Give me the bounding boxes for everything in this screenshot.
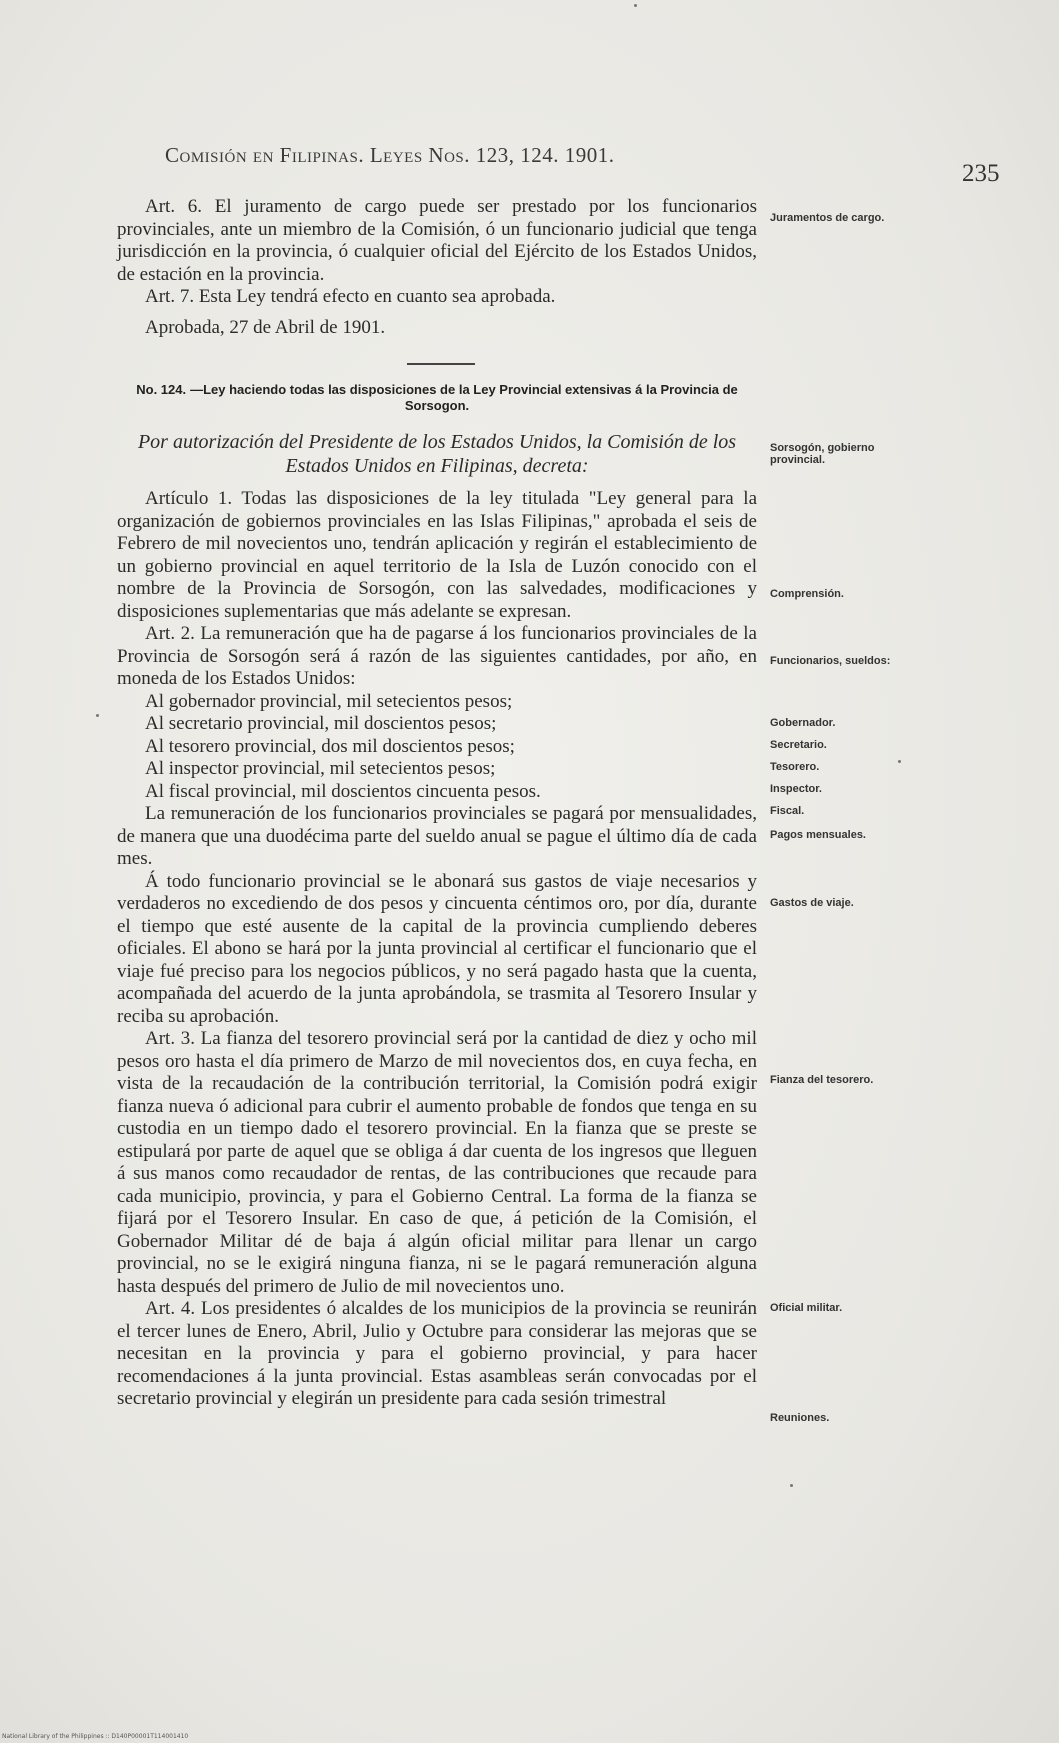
margin-note-military: Oficial militar. xyxy=(770,1302,843,1314)
article-2-travel: Á todo funcionario provincial se le abonará sus gastos de viaje necesarios y verdaderos no excediendo de dos pesos y cincuenta céntimos oro, por día, durante el tiempo que esté ausente de la capital de la provincia cumpliendo deberes oficiales. El abono se hará por la junta provincial al certificar el funcionario que el viaje fué preciso para los negocios públicos, y no será pagado hasta que la cuenta, acompañada del acuerdo de la junta aprobándola, se trasmita al Tesorero Insular y reciba su aprobación. xyxy=(117,870,757,1027)
margin-note-governor: Gobernador. xyxy=(770,717,836,729)
scan-speck xyxy=(96,714,99,717)
salary-secretary: Al secretario provincial, mil doscientos pesos; xyxy=(145,713,497,734)
article-1: Artículo 1. Todas las disposiciones de la ley titulada "Ley general para la organización de gobiernos provinciales en las Islas Filipinas," aprobada el seis de Febrero de mil novecientos uno, tendrán aplicación y regirán el establecimiento de un gobierno provincial en aquel territorio de la Isla de Luzón conocido con el nombre de la Provincia de Sorsogón, con las salvedades, modificaciones y disposiciones suplementarias que más adelante se expresan. xyxy=(117,488,757,622)
article-4: Art. 4. Los presidentes ó alcaldes de los municipios de la provincia se reunirán el tercer lunes de Enero, Abril, Julio y Octubre para considerar las mejoras que se necesitan en la provincia y para el gobierno provincial, y para hacer recomendaciones á la junta provincial. Estas asambleas serán convocadas por el secretario provincial y elegirán un presidente para cada sesión trimestral xyxy=(117,1298,757,1409)
scan-speck xyxy=(790,1484,793,1487)
law123-art7: Art. 7. Esta Ley tendrá efecto en cuanto sea aprobada. xyxy=(145,286,556,307)
margin-note-officials: Funcionarios, sueldos: xyxy=(770,655,891,667)
scan-speck xyxy=(634,4,637,7)
article-2-monthly: La remuneración de los funcionarios provinciales se pagará por mensualidades, de manera que una duodécima parte del sueldo anual se pague el último día de cada mes. xyxy=(117,803,757,869)
margin-note-monthly: Pagos mensuales. xyxy=(770,829,866,841)
law123-approved: Aprobada, 27 de Abril de 1901. xyxy=(145,316,386,338)
page-number: 235 xyxy=(962,160,1000,187)
margin-note-bond: Fianza del tesorero. xyxy=(770,1074,874,1086)
law123-art6: Art. 6. El juramento de cargo puede ser prestado por los funcionarios provinciales, ante un miembro de la Comisión, ó un funcionario judicial que tenga jurisdicción en la provincia, ó cualquier oficial del Ejército de los Estados Unidos, de estación en la provincia. xyxy=(117,196,757,285)
article-2-intro: Art. 2. La remuneración que ha de pagarse á los funcionarios provinciales de la Provincia de Sorsogón será á razón de las siguientes cantidades, por año, en moneda de los Estados Unidos: xyxy=(117,623,757,689)
law-title-text: —Ley haciendo todas las disposiciones de la Ley Provincial extensivas á la Provincia de Sorsogon. xyxy=(190,382,738,413)
salary-fiscal: Al fiscal provincial, mil doscientos cincuenta pesos. xyxy=(145,780,541,802)
salary-treasurer: Al tesorero provincial, dos mil doscientos pesos; xyxy=(145,735,515,757)
margin-note-oath: Juramentos de cargo. xyxy=(770,212,885,224)
scan-speck xyxy=(898,760,901,763)
law-number: No. 124. xyxy=(136,382,187,397)
law-123-end xyxy=(117,196,757,339)
margin-note-sorsogon: Sorsogón, gobierno provincial. xyxy=(770,442,875,466)
margin-note-treasurer: Tesorero. xyxy=(770,761,820,773)
margin-note-travel: Gastos de viaje. xyxy=(770,897,854,909)
law-124-preamble: Por autorización del Presidente de los Estados Unidos, la Comisión de los Estados Unidos en Filipinas, decreta: xyxy=(137,431,737,477)
margin-note-secretary: Secretario. xyxy=(770,739,827,751)
margin-note-meetings: Reuniones. xyxy=(770,1412,830,1424)
law-124-body xyxy=(117,488,757,1411)
article-3: Art. 3. La fianza del tesorero provincial será por la cantidad de diez y ocho mil pesos oro hasta el día primero de Marzo de mil novecientos dos, en cuya fecha, en vista de la recaudación de la contribución territorial, la Comisión podrá exigir fianza nueva ó adicional para cubrir el aumento probable de fondos que tenga en su custodia en un tiempo dado el tesorero provincial. En la fianza que se preste se estipulará por parte de aquel que se obliga á dar cuenta de los ingresos que lleguen á sus manos como recaudador de rentas, de las contribuciones que recaude para cada municipio, provincia, y para el Gobierno Central. La forma de la fianza se fijará por el Tesorero Insular. En caso de que, á petición de la Comisión, el Gobernador Militar dé de baja á algún oficial militar para llenar un cargo provincial, no se le exigirá ninguna fianza, ni se le pagará remuneración alguna hasta después del primero de Julio de mil novecientos uno. xyxy=(117,1028,757,1297)
salary-governor: Al gobernador provincial, mil setecientos pesos; xyxy=(145,690,513,712)
section-divider xyxy=(407,363,475,365)
scan-footer: National Library of the Philippines :: D140P00001T114001410 xyxy=(2,1733,189,1740)
salary-inspector: Al inspector provincial, mil setecientos pesos; xyxy=(145,758,496,779)
margin-note-comprehension: Comprensión. xyxy=(770,588,844,600)
salary-list xyxy=(117,691,757,804)
margin-note-fiscal: Fiscal. xyxy=(770,805,805,817)
law-124-title xyxy=(117,382,757,414)
running-head: Comisión en Filipinas. Leyes Nos. 123, 124. 1901. xyxy=(165,143,615,167)
margin-note-inspector: Inspector. xyxy=(770,783,822,795)
